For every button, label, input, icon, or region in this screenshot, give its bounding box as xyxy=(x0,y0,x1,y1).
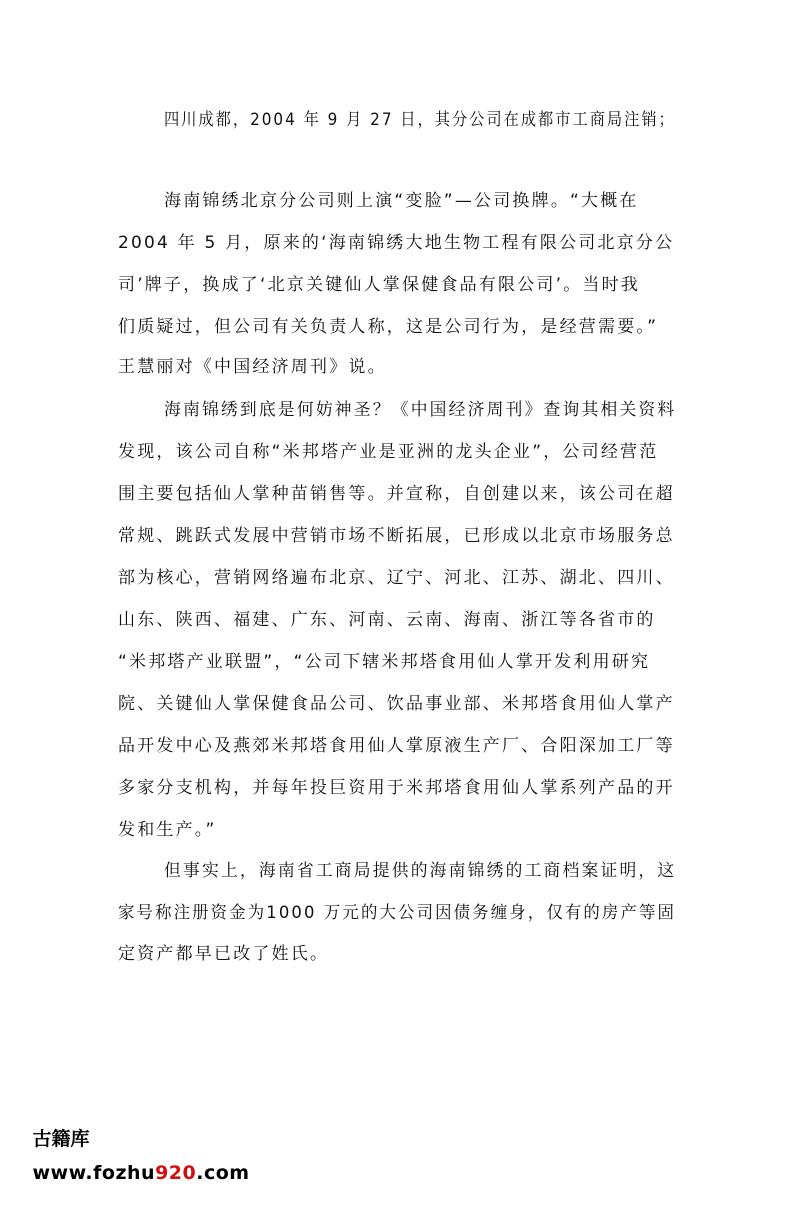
paragraph-3-line-6: 山东、陕西、福建、广东、河南、云南、海南、浙江等各省市的 xyxy=(118,610,656,630)
paragraph-3-line-10: 多家分支机构，并每年投巨资用于米邦塔食用仙人掌系列产品的开 xyxy=(118,778,675,798)
paragraph-1-line-1: 四川成都，2004 年 9 月 27 日，其分公司在成都市工商局注销； xyxy=(164,110,676,130)
paragraph-2-line-2: 2004 年 5 月，原来的‘海南锦绣大地生物工程有限公司北京分公 xyxy=(118,233,675,253)
site-watermark xyxy=(6,1088,250,1184)
paragraph-3-line-5: 部为核心，营销网络遍布北京、辽宁、河北、江苏、湖北、四川、 xyxy=(118,568,675,588)
paragraph-3-line-9: 品开发中心及燕郊米邦塔食用仙人掌原液生产厂、合阳深加工厂等 xyxy=(118,736,675,756)
site-url[interactable] xyxy=(32,1162,249,1184)
paragraph-4-line-1: 但事实上，海南省工商局提供的海南锦绣的工商档案证明，这 xyxy=(164,861,677,881)
paragraph-3-line-3: 围主要包括仙人掌种苗销售等。并宣称，自创建以来，该公司在超 xyxy=(118,484,675,504)
paragraph-4-line-3: 定资产都早已改了姓氏。 xyxy=(118,944,330,964)
site-name: 古籍库 xyxy=(32,1128,90,1150)
paragraph-3-line-8: 院、关键仙人掌保健食品公司、饮品事业部、米邦塔食用仙人掌产 xyxy=(118,694,675,714)
paragraph-3-line-7: “米邦塔产业联盟”，“公司下辖米邦塔食用仙人掌开发利用研究 xyxy=(118,652,651,672)
url-number: 920 xyxy=(155,1162,197,1184)
paragraph-3-line-11: 发和生产。” xyxy=(118,820,217,840)
paragraph-2-line-5: 王慧丽对《中国经济周刊》说。 xyxy=(118,357,387,377)
paragraph-3-line-4: 常规、跳跃式发展中营销市场不断拓展，已形成以北京市场服务总 xyxy=(118,526,675,546)
url-suffix: .com xyxy=(196,1162,250,1184)
paragraph-2-line-4: 们质疑过，但公司有关负责人称，这是公司行为，是经营需要。” xyxy=(118,317,659,337)
paragraph-2-line-3: 司’牌子，换成了‘北京关键仙人掌保健食品有限公司’。当时我 xyxy=(118,275,641,295)
url-prefix: www.fozhu xyxy=(32,1162,156,1184)
paragraph-4-line-2: 家号称注册资金为1000 万元的大公司因债务缠身，仅有的房产等固 xyxy=(118,903,677,923)
paragraph-3-line-2: 发现，该公司自称“米邦塔产业是亚洲的龙头企业”，公司经营范 xyxy=(118,442,659,462)
paragraph-3-line-1: 海南锦绣到底是何妨神圣？《中国经济周刊》查询其相关资料 xyxy=(164,400,677,420)
paragraph-2-line-1: 海南锦绣北京分公司则上演“变脸”—公司换牌。“大概在 xyxy=(164,191,639,211)
